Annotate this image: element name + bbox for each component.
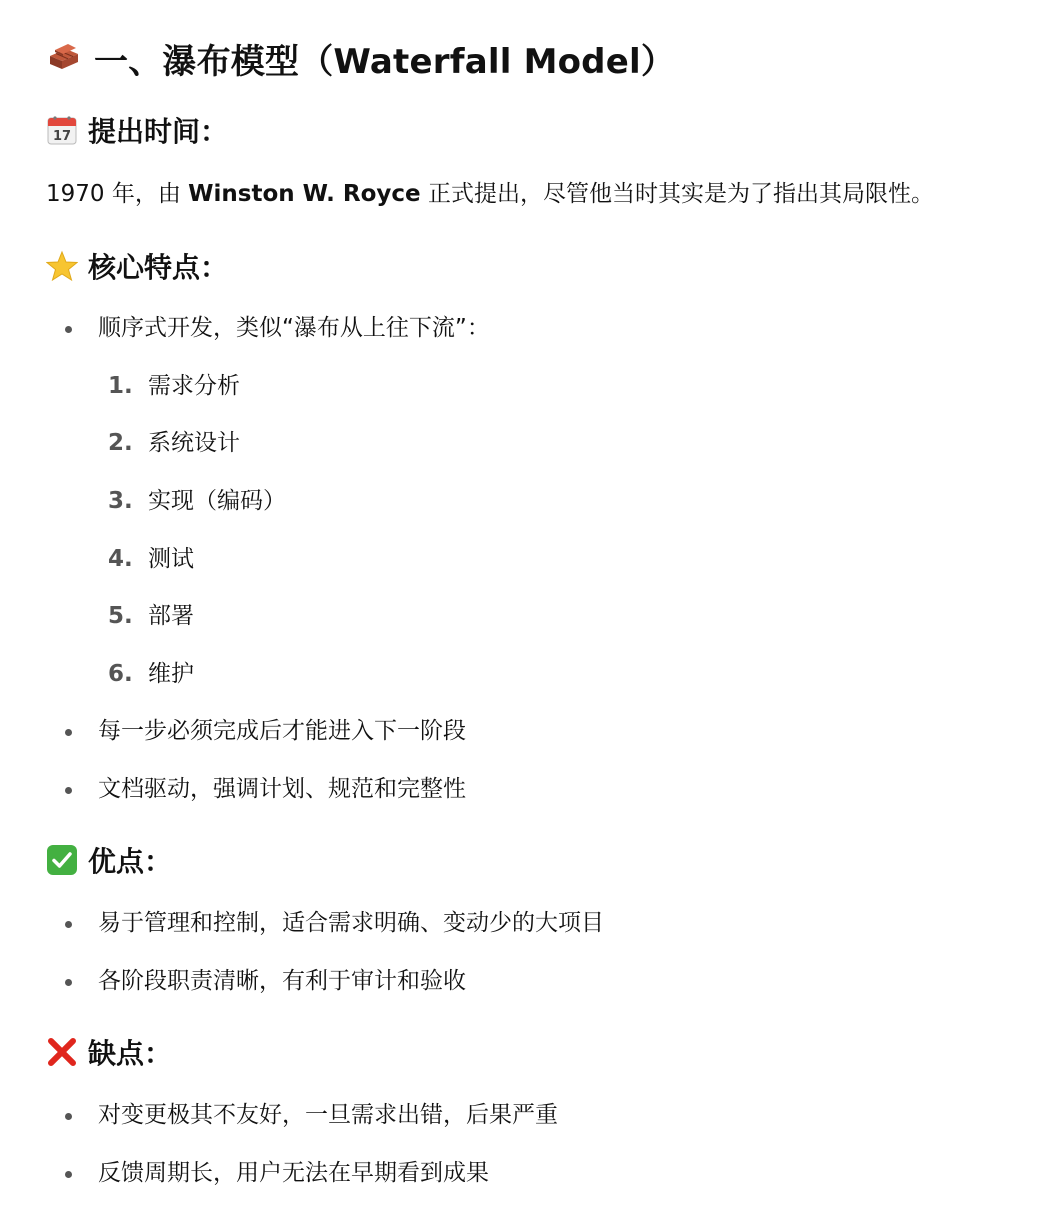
list-item bbox=[46, 656, 996, 692]
list-item: 易于管理和控制，适合需求明确、变动少的大项目 bbox=[46, 905, 996, 941]
cross-icon bbox=[46, 1036, 78, 1068]
section-heading-text: 提出时间： bbox=[88, 115, 229, 148]
list-item: 每一步必须完成后才能进入下一阶段 bbox=[46, 713, 996, 749]
section-heading-cons bbox=[46, 1032, 996, 1072]
proposed-time-prefix: 1970 年，由 bbox=[46, 181, 189, 207]
list-item bbox=[46, 483, 996, 519]
author-name: Winston W. Royce bbox=[188, 181, 421, 207]
svg-text:17: 17 bbox=[52, 129, 72, 144]
list-item: 各阶段职责清晰，有利于审计和验收 bbox=[46, 963, 996, 999]
list-text: 实现（编码） bbox=[148, 488, 286, 514]
list-item bbox=[46, 541, 996, 577]
list-text: 测试 bbox=[148, 546, 194, 572]
list-number: 2. bbox=[108, 430, 133, 456]
list-text: 维护 bbox=[148, 661, 194, 687]
list-item bbox=[46, 598, 996, 634]
list-item: 对变更极其不友好，一旦需求出错，后果严重 bbox=[46, 1097, 996, 1133]
section-heading-pros bbox=[46, 840, 996, 880]
check-icon bbox=[46, 844, 78, 876]
brick-icon bbox=[46, 40, 82, 76]
proposed-time-suffix: 正式提出，尽管他当时其实是为了指出其局限性。 bbox=[420, 181, 934, 207]
star-icon bbox=[46, 250, 78, 282]
list-number: 4. bbox=[108, 546, 133, 572]
list-text: 需求分析 bbox=[148, 373, 240, 399]
list-number: 3. bbox=[108, 488, 133, 514]
proposed-time-text bbox=[46, 176, 996, 212]
page-title bbox=[46, 30, 996, 86]
list-number: 1. bbox=[108, 373, 133, 399]
list-item bbox=[46, 368, 996, 404]
calendar-icon bbox=[46, 114, 78, 146]
list-text: 系统设计 bbox=[148, 430, 240, 456]
list-text: 部署 bbox=[148, 603, 194, 629]
section-heading-features bbox=[46, 246, 996, 286]
list-item: 文档驱动，强调计划、规范和完整性 bbox=[46, 771, 996, 807]
list-item: 顺序式开发，类似“瀑布从上往下流”： bbox=[46, 310, 996, 346]
section-heading-text: 优点： bbox=[88, 845, 173, 878]
list-item bbox=[46, 425, 996, 461]
list-item: 反馈周期长，用户无法在早期看到成果 bbox=[46, 1155, 996, 1191]
section-heading-text: 缺点： bbox=[88, 1037, 173, 1070]
title-text: 一、瀑布模型（Waterfall Model） bbox=[94, 41, 676, 82]
section-heading-text: 核心特点： bbox=[88, 251, 229, 284]
list-number: 6. bbox=[108, 661, 133, 687]
section-heading-proposed-time bbox=[46, 110, 996, 150]
list-number: 5. bbox=[108, 603, 133, 629]
